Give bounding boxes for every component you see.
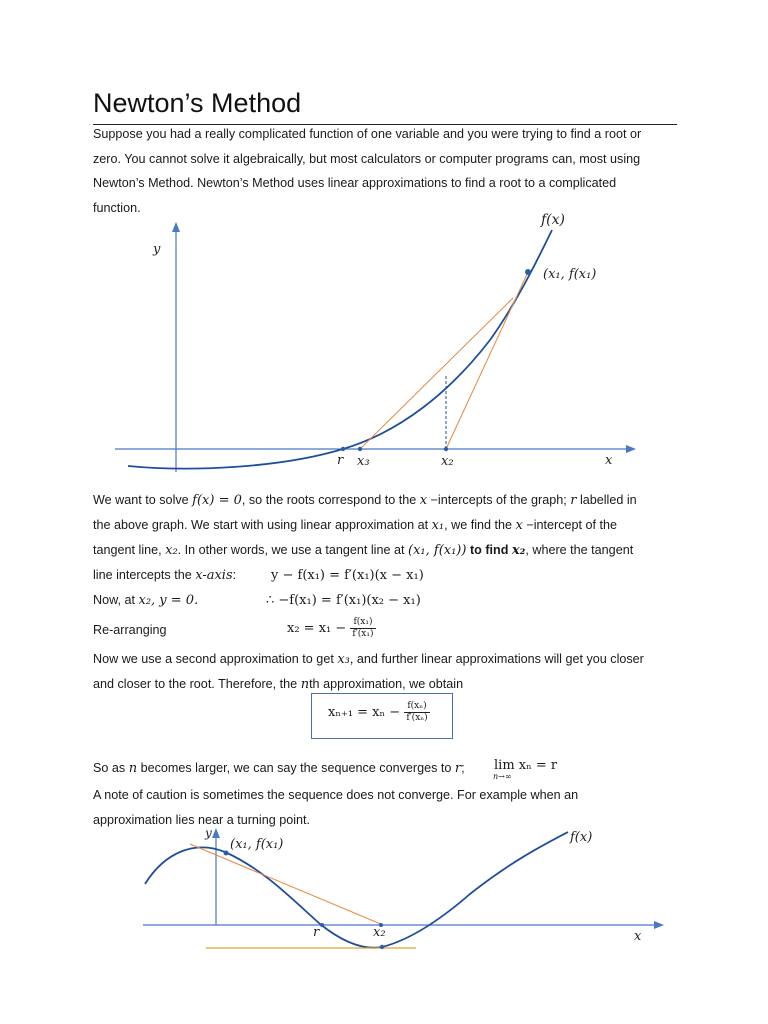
line-second-approx: Now we use a second approximation to get x₃, and further linear approximations will get you closer <box>93 652 644 667</box>
point-x1-2 <box>224 851 229 856</box>
x2-label-2: x₂ <box>373 925 386 940</box>
r-label: r <box>337 453 344 468</box>
line-tangent: tangent line, x₂. In other words, we use a tangent line at (x₁, f(x₁)) to find x₂, where the tangent <box>93 543 634 558</box>
tangent-line-at-x1 <box>446 272 528 449</box>
line-turning-point: approximation lies near a turning point. <box>93 813 311 827</box>
line-nth-approx: and closer to the root. Therefore, the nth approximation, we obtain <box>93 677 464 692</box>
point-x1-label-2: (x₁, f(x₁) <box>230 837 284 852</box>
x-axis-label: x <box>605 453 613 468</box>
line-linear-approx: the above graph. We start with using linear approximation at x₁, we find the x −intercept of the <box>93 518 618 533</box>
point-r-2 <box>320 923 324 927</box>
y-axis-label-2: y <box>205 826 212 840</box>
x2-label: x₂ <box>441 454 454 469</box>
limit-subscript: n→∞ <box>493 772 512 781</box>
point-x1 <box>525 269 531 275</box>
page-title: Newton’s Method <box>93 88 302 118</box>
tangent-line-at-x2 <box>360 298 513 449</box>
newton-graph-2 <box>0 822 768 962</box>
line-now-at: Now, at x₂, y = 0. <box>93 593 199 608</box>
x-axis-label-2: x <box>634 929 642 944</box>
line-caution: A note of caution is sometimes the sequence does not converge. For example when an <box>93 788 579 802</box>
line-rearranging: Re-arranging <box>93 623 167 637</box>
y-axis-arrow-icon <box>172 222 180 232</box>
x3-label: x₃ <box>357 454 370 469</box>
intro-line-4: function. <box>93 200 141 215</box>
equation-x2: x₂ = x₁ − $\frac{\text{f(x₁)}}{\text{f′(x₁)}}$ <box>287 617 374 639</box>
function-curve <box>128 230 552 469</box>
intro-line-1: Suppose you had a really complicated function of one variable and you were trying to find a root or <box>93 127 642 141</box>
y-axis-label: y <box>153 242 161 257</box>
tangent-line-2 <box>190 844 383 925</box>
intro-line-3: Newton’s Method. Newton’s Method uses linear approximations to find a root to a complicated <box>93 176 617 190</box>
point-r <box>341 447 345 451</box>
y-axis-2-arrow-icon <box>212 828 220 838</box>
limit-expression: lim xₙ = r <box>494 758 558 773</box>
point-minimum <box>380 945 384 949</box>
point-x2 <box>444 447 448 451</box>
equation-therefore: ∴ −f(x₁) = f′(x₁)(x₂ − x₁) <box>266 593 421 608</box>
line-intercepts: line intercepts the x-axis: <box>93 568 237 583</box>
point-x1-label: (x₁, f(x₁) <box>543 267 597 282</box>
x-axis-arrow-icon <box>626 445 636 453</box>
function-label: f(x) <box>541 212 566 228</box>
intro-line-2: zero. You cannot solve it algebraically, but most calculators or computer programs can, most using <box>93 151 641 166</box>
equation-newton-iteration: xₙ₊₁ = xₙ − $\frac{\text{f(xₙ)}}{\text{f′(xₙ)}}$ <box>328 701 428 723</box>
newton-graph-1 <box>0 200 768 490</box>
x-axis-2-arrow-icon <box>654 921 664 929</box>
function-curve-2 <box>145 832 568 948</box>
equation-tangent-line: y − f(x₁) = f′(x₁)(x − x₁) <box>271 568 424 583</box>
function-label-2: f(x) <box>570 830 593 845</box>
line-want-to-solve: We want to solve f(x) = 0, so the roots correspond to the x −intercepts of the graph; r labelled in <box>93 493 637 508</box>
point-x3 <box>358 447 362 451</box>
r-label-2: r <box>313 925 320 940</box>
line-converges: So as n becomes larger, we can say the sequence converges to r; <box>93 761 465 776</box>
